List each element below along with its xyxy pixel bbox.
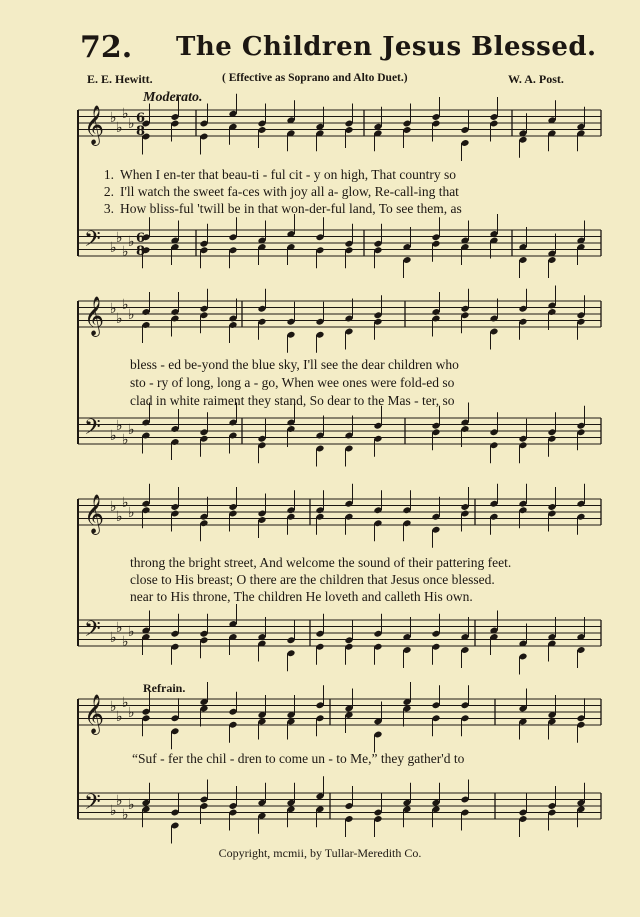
flat-icon: ♭ bbox=[110, 803, 117, 819]
flat-icon: ♭ bbox=[128, 624, 135, 640]
treble-clef-icon: 𝄞 bbox=[84, 296, 105, 336]
flat-icon: ♭ bbox=[122, 634, 129, 650]
time-signature-bottom: 8 bbox=[136, 124, 146, 139]
bass-clef-icon: 𝄢 bbox=[84, 617, 101, 647]
flat-icon: ♭ bbox=[122, 244, 129, 260]
flat-icon: ♭ bbox=[110, 630, 117, 646]
flat-icon: ♭ bbox=[128, 116, 135, 132]
flat-icon: ♭ bbox=[116, 620, 123, 636]
flat-icon: ♭ bbox=[110, 428, 117, 444]
bass-clef-icon: 𝄢 bbox=[84, 790, 101, 820]
lyricist-credit: E. E. Hewitt. bbox=[87, 72, 153, 86]
copyright-notice: Copyright, mcmii, by Tullar-Meredith Co. bbox=[218, 846, 422, 860]
flat-icon: ♭ bbox=[110, 301, 117, 317]
flat-icon: ♭ bbox=[116, 793, 123, 809]
flat-icon: ♭ bbox=[110, 240, 117, 256]
bass-clef-icon: 𝄢 bbox=[84, 415, 101, 445]
flat-icon: ♭ bbox=[128, 705, 135, 721]
flat-icon: ♭ bbox=[128, 307, 135, 323]
lyric-line: sto - ry of long, long a - go, When wee ones were fold-ed so bbox=[130, 375, 455, 390]
flat-icon: ♭ bbox=[122, 106, 129, 122]
hymn-title: The Children Jesus Blessed. bbox=[176, 32, 597, 62]
lyric-line: “Suf - fer the chil - dren to come un - to Me,” they gather'd to bbox=[132, 751, 465, 766]
flat-icon: ♭ bbox=[122, 495, 129, 511]
flat-icon: ♭ bbox=[110, 110, 117, 126]
treble-clef-icon: 𝄞 bbox=[84, 694, 105, 734]
composer-credit: W. A. Post. bbox=[508, 72, 564, 86]
flat-icon: ♭ bbox=[128, 505, 135, 521]
lyric-line: near to His throne, The children He loveth and calleth His own. bbox=[130, 589, 473, 604]
lyric-line: throng the bright street, And welcome the sound of their pattering feet. bbox=[130, 555, 512, 570]
flat-icon: ♭ bbox=[116, 509, 123, 525]
treble-clef-icon: 𝄞 bbox=[84, 105, 105, 145]
lyric-line: clad in white raiment they stand, So dear to the Mas - ter, so bbox=[130, 393, 455, 408]
lyric-line: 1. When I en-ter that beau-ti - ful cit - y on high, That country so bbox=[103, 167, 457, 182]
bass-clef-icon: 𝄢 bbox=[84, 227, 101, 257]
flat-icon: ♭ bbox=[122, 807, 129, 823]
flat-icon: ♭ bbox=[116, 311, 123, 327]
flat-icon: ♭ bbox=[122, 297, 129, 313]
flat-icon: ♭ bbox=[122, 432, 129, 448]
treble-clef-icon: 𝄞 bbox=[84, 494, 105, 534]
flat-icon: ♭ bbox=[116, 230, 123, 246]
flat-icon: ♭ bbox=[128, 797, 135, 813]
flat-icon: ♭ bbox=[122, 695, 129, 711]
performance-note: ( Effective as Soprano and Alto Duet.) bbox=[222, 72, 408, 84]
flat-icon: ♭ bbox=[128, 422, 135, 438]
lyric-line: 3. How bliss-ful 'twill be in that won-der-ful land, To see them, as bbox=[103, 201, 462, 216]
tempo-marking: Moderato. bbox=[143, 90, 203, 105]
time-signature-top: 6 bbox=[136, 111, 146, 126]
flat-icon: ♭ bbox=[128, 234, 135, 250]
time-signature-bottom: 8 bbox=[136, 244, 146, 259]
hymn-number: 72. bbox=[80, 30, 133, 65]
flat-icon: ♭ bbox=[116, 120, 123, 136]
time-signature-top: 6 bbox=[136, 231, 146, 246]
flat-icon: ♭ bbox=[110, 499, 117, 515]
flat-icon: ♭ bbox=[110, 699, 117, 715]
lyric-line: 2. I'll watch the sweet fa-ces with joy all a- glow, Re-call-ing that bbox=[103, 184, 459, 199]
refrain-label: Refrain. bbox=[143, 681, 186, 695]
flat-icon: ♭ bbox=[116, 709, 123, 725]
lyric-line: bless - ed be-yond the blue sky, I'll see the dear children who bbox=[130, 357, 459, 372]
flat-icon: ♭ bbox=[116, 418, 123, 434]
lyric-line: close to His breast; O there are the children that Jesus once blessed. bbox=[130, 572, 495, 587]
